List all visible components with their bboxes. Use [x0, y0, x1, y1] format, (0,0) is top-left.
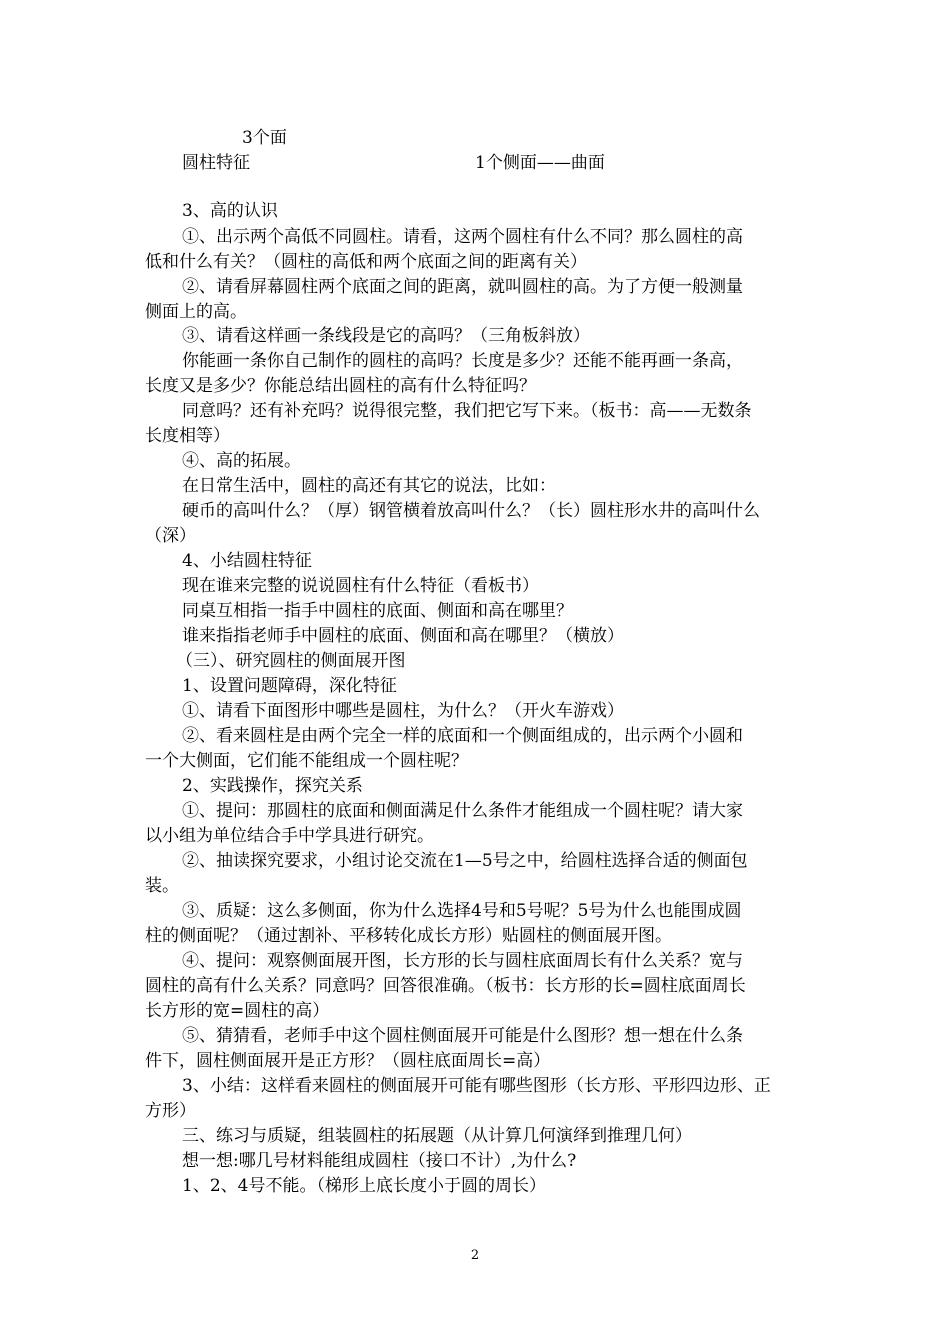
section-heading: 4、小结圆柱特征 — [182, 551, 312, 571]
text-line: 低和什么有关？（圆柱的高低和两个底面之间的距离有关） — [145, 252, 587, 272]
section-heading: 2、实践操作，探究关系 — [182, 776, 363, 796]
section-heading: （三）、研究圆柱的侧面展开图 — [176, 651, 406, 671]
section-heading: 三、练习与质疑，组装圆柱的拓展题（从计算几何演绎到推理几何） — [182, 1126, 692, 1146]
text-line: 现在谁来完整的说说圆柱有什么特征（看板书） — [182, 576, 539, 596]
text-line: 柱的侧面呢？（通过割补、平移转化成长方形）贴圆柱的侧面展开图。 — [145, 926, 672, 946]
text-line: 同桌互相指一指手中圆柱的底面、侧面和高在哪里？ — [182, 601, 573, 621]
text-line: 侧面上的高。 — [145, 302, 247, 322]
text-line: ②、看来圆柱是由两个完全一样的底面和一个侧面组成的，出示两个小圆和 — [182, 726, 743, 746]
text-line: 长度相等） — [145, 426, 230, 446]
text-line: 圆柱特征 — [182, 153, 250, 173]
section-heading: 3、高的认识 — [182, 201, 278, 221]
text-line: ②、抽读探究要求，小组讨论交流在1—5号之中，给圆柱选择合适的侧面包 — [182, 851, 748, 871]
text-line: ①、请看下面图形中哪些是圆柱，为什么？（开火车游戏） — [182, 701, 624, 721]
text-line: 谁来指指老师手中圆柱的底面、侧面和高在哪里？（横放） — [182, 626, 624, 646]
text-line: 件下，圆柱侧面展开是正方形？（圆柱底面周长=高） — [145, 1051, 551, 1071]
text-line: 在日常生活中，圆柱的高还有其它的说法，比如： — [182, 476, 556, 496]
section-heading: 1、设置问题障碍，深化特征 — [182, 676, 397, 696]
text-line: ③、请看这样画一条线段是它的高吗？（三角板斜放） — [182, 326, 590, 346]
text-line: 以小组为单位结合手中学具进行研究。 — [145, 826, 434, 846]
text-line: 方形） — [145, 1101, 196, 1121]
text-line: 长度又是多少？你能总结出圆柱的高有什么特征吗？ — [145, 376, 536, 396]
text-line: 长方形的宽=圆柱的高） — [145, 1001, 330, 1021]
text-line: ①、提问：那圆柱的底面和侧面满足什么条件才能组成一个圆柱呢？请大家 — [182, 801, 743, 821]
text-line: 3个面 — [242, 128, 287, 148]
page-number: 2 — [470, 1248, 480, 1263]
text-line: ④、提问：观察侧面展开图，长方形的长与圆柱底面周长有什么关系？宽与 — [182, 951, 743, 971]
text-line: 硬币的高叫什么？（厚）钢管横着放高叫什么？（长）圆柱形水井的高叫什么 — [182, 501, 760, 521]
text-line: 同意吗？还有补充吗？说得很完整，我们把它写下来。（板书：高——无数条 — [182, 401, 752, 421]
text-line: ①、出示两个高低不同圆柱。请看，这两个圆柱有什么不同？那么圆柱的高 — [182, 227, 743, 247]
text-line: 装。 — [145, 876, 179, 896]
text-line: 想一想:哪几号材料能组成圆柱（接口不计）,为什么? — [182, 1151, 577, 1171]
text-line: ②、请看屏幕圆柱两个底面之间的距离，就叫圆柱的高。为了方便一般测量 — [182, 277, 743, 297]
text-line: 1个侧面——曲面 — [475, 153, 605, 173]
text-line: 圆柱的高有什么关系？同意吗？回答很准确。（板书：长方形的长=圆柱底面周长 — [145, 976, 746, 996]
text-line: ④、高的拓展。 — [182, 451, 301, 471]
text-line: （深） — [145, 526, 196, 546]
text-line: 3、小结：这样看来圆柱的侧面展开可能有哪些图形（长方形、平形四边形、正 — [182, 1076, 771, 1096]
text-line: 你能画一条你自己制作的圆柱的高吗？长度是多少？还能不能再画一条高， — [182, 351, 743, 371]
text-line: 1、2、4号不能。（梯形上底长度小于圆的周长） — [182, 1176, 546, 1196]
text-line: ⑤、猜猜看，老师手中这个圆柱侧面展开可能是什么图形？想一想在什么条 — [182, 1026, 743, 1046]
text-line: ③、质疑：这么多侧面，你为什么选择4号和5号呢？5号为什么也能围成圆 — [182, 901, 742, 921]
text-line: 一个大侧面，它们能不能组成一个圆柱呢？ — [145, 751, 468, 771]
